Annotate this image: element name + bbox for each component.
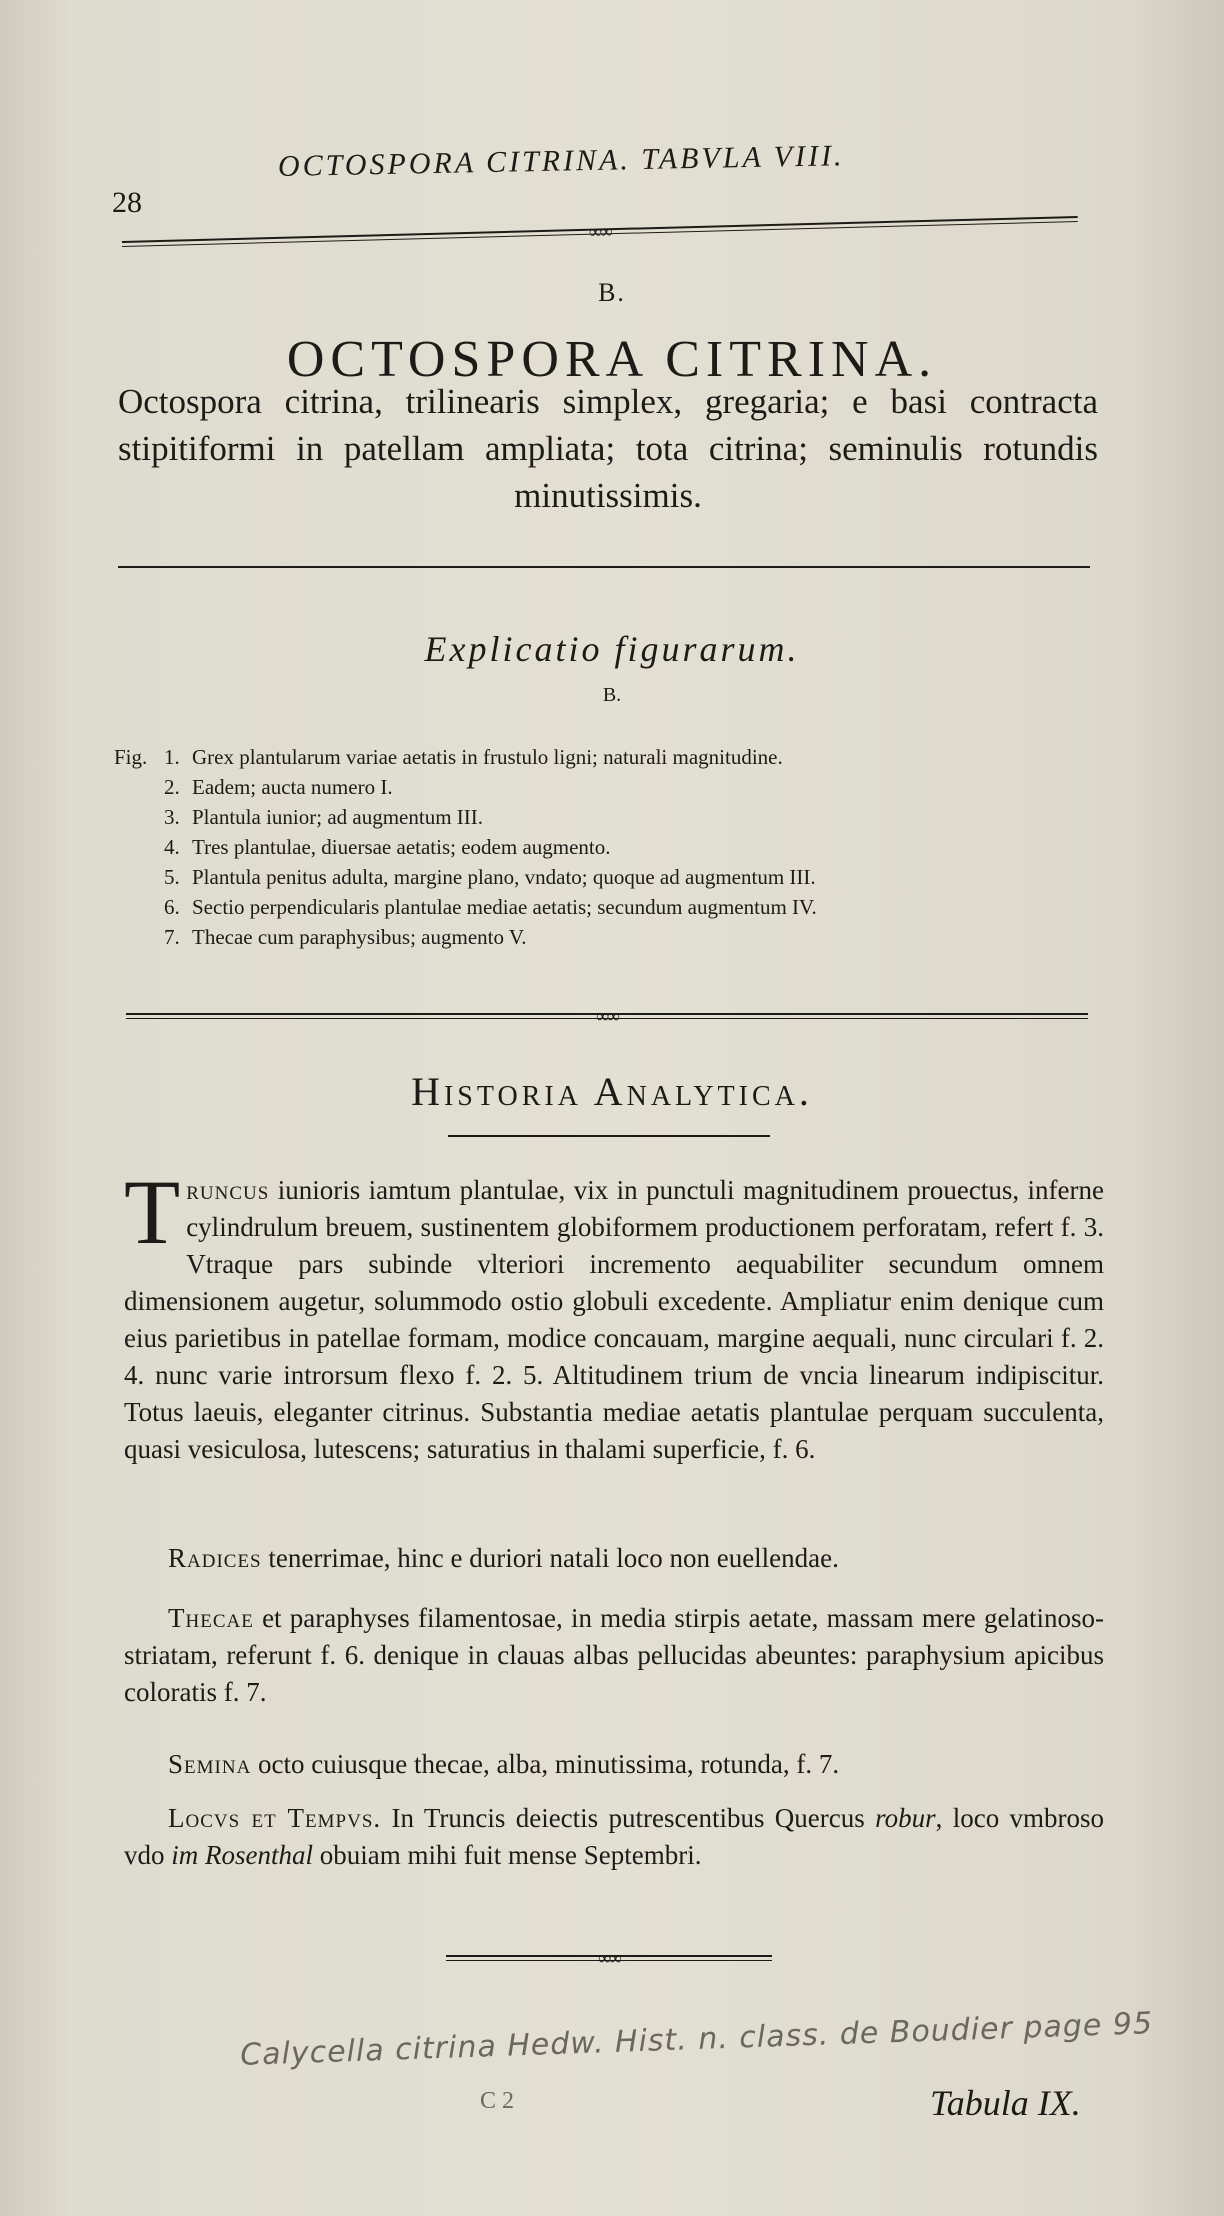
section-letter: B. [598,278,626,307]
figure-description: Plantula penitus adulta, margine plano, vndato; quoque ad augmentum III. [192,865,816,889]
figure-label [114,862,164,892]
bottom-ornament-rule [446,1948,772,1968]
handwritten-note: Calycella citrina Hedw. Hist. n. class. de Boudier page 95 [239,2006,1154,2073]
locus-text-a: In Truncis deiectis putrescentibus Quercus [391,1803,865,1833]
species-title: OCTOSPORA CITRINA. [286,331,938,388]
figure-label [114,802,164,832]
figure-number: 6. [164,895,180,919]
figure-list [114,742,1014,952]
locus-paragraph [124,1800,1104,1874]
signature-mark: C 2 [480,2088,515,2114]
locus-italic-a: robur [875,1803,936,1833]
semina-heading: Semina [168,1749,252,1779]
figure-number: 2. [164,775,180,799]
figure-number: 4. [164,835,180,859]
historia-title: Historia Analytica. [411,1069,813,1114]
running-head: OCTOSPORA CITRINA. TABVLA VIII. [277,139,845,183]
figure-description: Sectio perpendicularis plantulae mediae aetatis; secundum augmentum IV. [192,895,817,919]
figure-description: Thecae cum paraphysibus; augmento V. [192,925,527,949]
radices-heading: Radices [168,1543,262,1573]
catchword: Tabula IX. [930,2083,1081,2123]
figure-number: 5. [164,865,180,889]
figure-item [114,832,1014,862]
figure-item [114,862,1014,892]
middle-ornament-rule [126,1006,1088,1026]
header-ornament-rule [122,213,1078,248]
thecae-text: et paraphyses filamentosae, in media stirpis aetate, massam mere gelatinoso-striatam, referunt f. 6. denique in clauas albas pellucidas abeuntes: paraphysium apicibus coloratis f. 7. [124,1603,1104,1707]
diagnosis-paragraph: Octospora citrina, trilinearis simplex, gregaria; e basi contracta stipitiformi in patellam ampliata; tota citrina; seminulis rotundis minutissimis. [118,382,1098,515]
drop-cap: T [124,1161,181,1263]
diagnosis-rule [118,566,1090,568]
thecae-paragraph [124,1600,1104,1711]
ornament-knot-icon: ∞∞ [588,221,611,242]
figure-item [114,802,1014,832]
ornament-knot-icon: ∞∞ [598,1948,620,1968]
figure-number: 1. [164,745,180,769]
locus-text-b: , loco vmbroso vdo [124,1803,1105,1870]
explicatio-title: Explicatio figurarum. [424,629,800,669]
figure-item [114,772,1014,802]
radices-paragraph [124,1540,1104,1577]
thecae-heading: Thecae [168,1603,254,1633]
locus-italic-b: im Rosenthal [171,1840,313,1870]
lead-word: runcus [186,1175,270,1205]
historia-underline [448,1135,770,1137]
explicatio-letter: B. [602,684,622,706]
figure-description: Eadem; aucta numero I. [192,775,393,799]
figure-description: Plantula iunior; ad augmentum III. [192,805,484,829]
figure-description: Tres plantulae, diuersae aetatis; eodem augmento. [192,835,611,859]
figure-label [114,892,164,922]
figure-number: 7. [164,925,180,949]
figure-label [114,832,164,862]
figure-item [114,892,1014,922]
figure-number: 3. [164,805,180,829]
ornament-knot-icon: ∞∞ [596,1006,618,1026]
semina-text: octo cuiusque thecae, alba, minutissima, rotunda, f. 7. [258,1749,840,1779]
locus-heading: Locvs et Tempvs. [168,1803,382,1833]
figure-description: Grex plantularum variae aetatis in frustulo ligni; naturali magnitudine. [192,745,783,769]
figure-label [114,772,164,802]
semina-paragraph [124,1746,1104,1783]
radices-text: tenerrimae, hinc e duriori natali loco non euellendae. [268,1543,839,1573]
figure-label [114,922,164,952]
page-number: 28 [112,186,142,219]
figure-item [114,922,1014,952]
paragraph-text: iunioris iamtum plantulae, vix in punctuli magnitudinem prouectus, inferne cylindrulum breuem, sustinentem globiformem productionem perforatam, refert f. 3. Vtraque pars subinde vlteriori incremento aequabiliter secundum omnem dimensionem augetur, solummodo ostio globuli excedente. Ampliatur enim denique cum eius parietibus in patellae formam, modice concauam, margine aequali, nunc circulari f. 2. 4. nunc varie introrsum flexo f. 2. 5. Altitudinem trium de vncia linearum indipiscitur. Totus laeuis, eleganter citrinus. Substantia mediae aetatis plantulae perquam succulenta, quasi vesiculosa, lutescens; saturatius in thalami superficie, f. 6. [124,1175,1104,1464]
locus-text-c: obuiam mihi fuit mense Septembri. [319,1840,702,1870]
historia-paragraph [124,1161,1104,1468]
figure-label: Fig. [114,745,148,769]
figure-item [114,742,1014,772]
